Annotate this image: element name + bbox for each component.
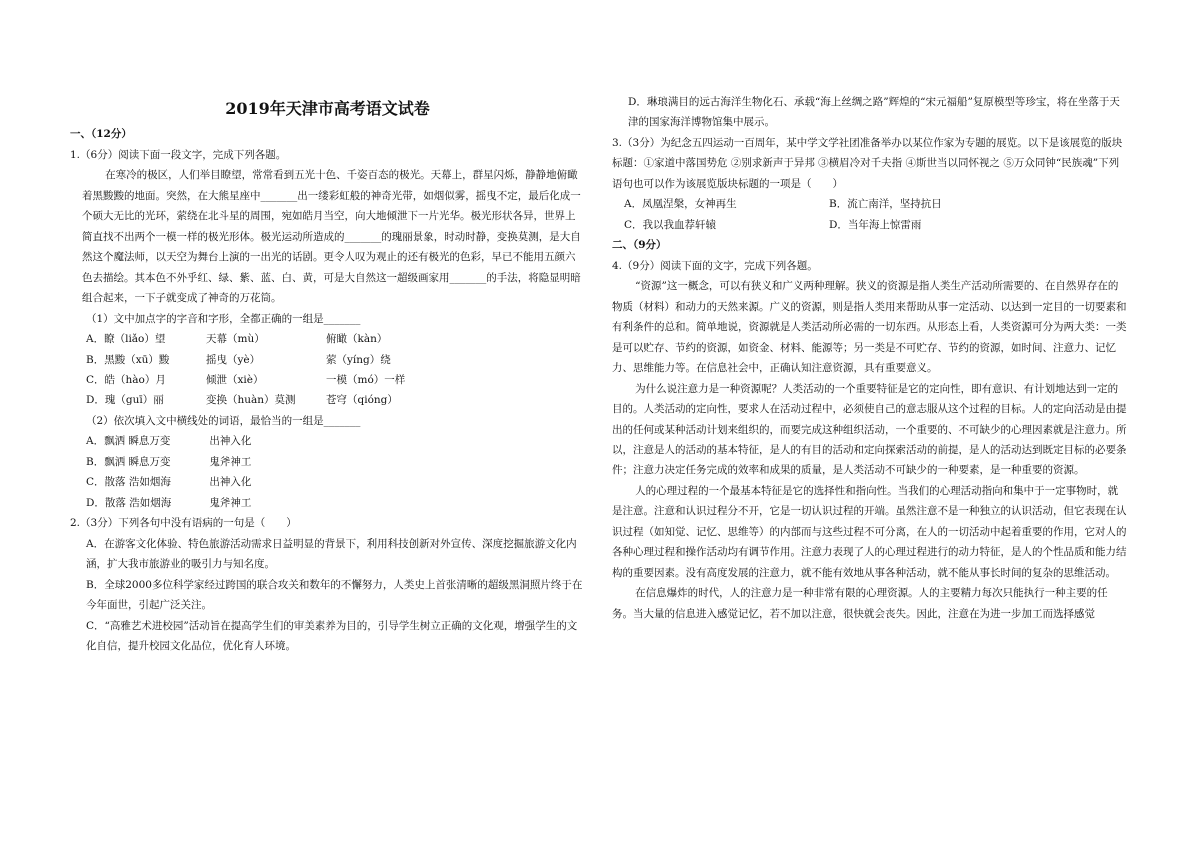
section-2-heading: 二、（9分） [612, 239, 667, 252]
q2-option-a: A．在游客文化体验、特色旅游活动需求日益明显的背景下，利用科技创新对外宣传、深度挖掘旅游文化内涵，扩大我市旅游业的吸引力与知名度。 [86, 537, 577, 571]
right-column [612, 92, 1127, 624]
question-4-stem: 4.（9分）阅读下面的文字，完成下列各题。 [612, 259, 818, 272]
q2-option-b: B．全球2000多位科学家经过跨国的联合攻关和数年的不懈努力，人类史上首张清晰的超级黑洞照片终于在今年面世，引起广泛关注。 [86, 578, 583, 612]
q4-paragraph-3: 人的心理过程的一个最基本特征是它的选择性和指向性。当我们的心理活动指向和集中于一定事物时，就是注意。注意和认识过程分不开，它是一切认识过程的开端。虽然注意不是一种独立的认识活动，但它表现在认识过程（如知觉、记忆、思维等）的内部而与这些过程不可分离，在人的一切活动中起着重要的作用，它对人的各种心理过程和操作活动均有调节作用。注意力表现了人的心理过程进行的动力特征，是人的个性品质和能力结构的重要因素。没有高度发展的注意力，就不能有效地从事各种活动，就不能从事长时间的复杂的思维活动。 [612, 484, 1127, 579]
q4-paragraph-2: 为什么说注意力是一种资源呢？人类活动的一个重要特征是它的定向性，即有意识、有计划地达到一定的目的。人类活动的定向性，要求人在活动过程中，必须使自己的意志服从这个过程的目标。人的定向活动是由提出的任何或某种活动计划来组织的，而要完成这种组织活动，一个重要的、不可缺少的心理因素就是注意力。所以，注意是人的活动的基本特征，是人的有目的活动和定向探索活动的前提，是人的活动达到既定目标的必要条件；注意力决定任务完成的效率和成果的质量，是人类活动不可缺少的一种要素，是一种重要的资源。 [612, 382, 1127, 477]
q2-option-d: D．琳琅满目的远古海洋生物化石、承载“海上丝绸之路”辉煌的“宋元福船”复原模型等珍宝，将在坐落于天津的国家海洋博物馆集中展示。 [628, 96, 1120, 129]
q1-sub1-option-c: C．皓（hào）月 倾泄（xiè） 一模（mó）一样 [86, 374, 406, 387]
q1-sub1-option-b: B．黑黢（xū）黢 摇曳（yè） 萦（yíng）绕 [86, 353, 391, 366]
page-title: 2019年天津市高考语文试卷 [225, 99, 430, 118]
question-1-sub1: （1）文中加点字的字音和字形，全都正确的一组是_______ [86, 312, 361, 325]
question-1-sub2: （2）依次填入文中横线处的词语，最恰当的一组是_______ [86, 414, 361, 427]
left-column [70, 88, 585, 657]
section-1-heading: 一、（12分） [70, 128, 132, 141]
q1-sub2-option-d: D．散落 浩如烟海 鬼斧神工 [86, 496, 252, 509]
q1-sub1-option-d: D．瑰（guī）丽 变换（huàn）莫测 苍穹（qióng） [86, 394, 398, 407]
q1-sub2-option-b: B．飘洒 瞬息万变 鬼斧神工 [86, 455, 252, 468]
q4-paragraph-1: “资源”这一概念，可以有狭义和广义两种理解。狭义的资源是指人类生产活动所需要的、在自然界存在的物质（材料）和动力的天然来源。广义的资源，则是指人类用来帮助从事一定活动、以达到一定目的一切要素和有利条件的总和。简单地说，资源就是人类活动所必需的一切东西。从形态上看，人类资源可分为两大类：一类是可以贮存、节约的资源，如资金、材料、能源等；另一类是不可贮存、节约的资源，如时间、注意力、记忆力、思维能力等。在信息社会中，正确认知注意资源，具有重要意义。 [612, 280, 1127, 375]
q3-options-row-2: C．我以我血荐轩辕 D．当年海上惊雷雨 [624, 218, 922, 231]
question-3-stem: 3.（3分）为纪念五四运动一百周年，某中学文学社团准备举办以某位作家为专题的展览。以下是该展览的版块标题：①家道中落国势危 ②别求新声于异邦 ③横眉冷对千夫指 ④斯世当以同怀视之 ⑤万众同钟“民族魂”下列语句也可以作为该展览版块标题的一项是（ ） [612, 136, 1123, 190]
question-1-passage: 在寒冷的极区，人们举目瞭望，常常看到五光十色、千姿百态的极光。天幕上，群星闪烁，静静地俯瞰着黑黢黢的地面。突然，在大熊星座中_______出一缕彩虹般的神奇光带，如烟似雾，摇曳不定，最后化成一个硕大无比的光环，萦绕在北斗星的周围，宛如皓月当空，向大地倾泄下一片光华。极光形状各异，世界上简直找不出两个一模一样的极光形体。极光运动所造成的_______的瑰丽景象，时动时静，变换莫测，是大自然这个魔法师，以天空为舞台上演的一出光的话剧。更令人叹为观止的还有极光的色彩，早已不能用五颜六色去描绘。其本色不外乎红、绿、紫、蓝、白、黄，可是大自然这一超级画家用_______的手法，将隐显明暗组合起来，一下子就变成了神奇的万花筒。 [82, 169, 581, 305]
q2-option-c: C．“高雅艺术进校园”活动旨在提高学生们的审美素养为目的，引导学生树立正确的文化观，增强学生的文化自信，提升校园文化品位，优化育人环境。 [86, 619, 578, 653]
q1-sub1-option-a: A．瞭（liǎo）望 天幕（mù） 俯瞰（kàn） [86, 333, 388, 346]
q4-paragraph-4: 在信息爆炸的时代，人的注意力是一种非常有限的心理资源。人的主要精力每次只能执行一种主要的任务。当大量的信息进入感觉记忆，若不加以注意，很快就会丧失。因此，注意在为进一步加工而选择感觉 [612, 587, 1108, 620]
q1-sub2-option-a: A．飘洒 瞬息万变 出神入化 [86, 435, 252, 448]
question-2-stem: 2.（3分）下列各句中没有语病的一句是（ ） [70, 517, 297, 530]
question-1-stem: 1.（6分）阅读下面一段文字，完成下列各题。 [70, 148, 287, 161]
q3-options-row-1: A．凤凰涅槃，女神再生 B．流亡南洋，坚持抗日 [624, 198, 942, 211]
q1-sub2-option-c: C．散落 浩如烟海 出神入化 [86, 476, 252, 489]
